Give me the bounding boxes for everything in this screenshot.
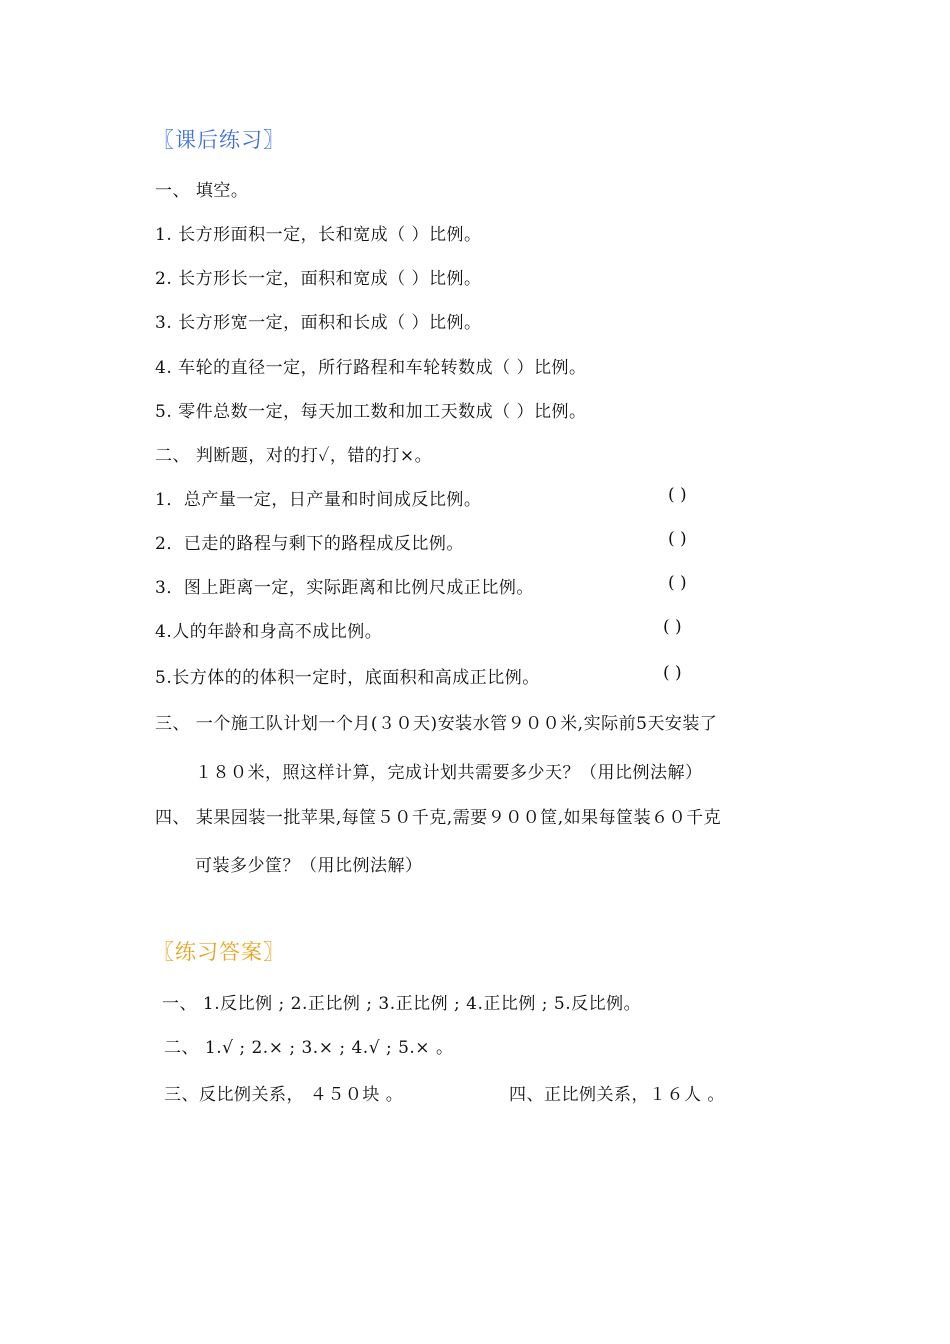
section3-problem-line1: 三、 一个施工队计划一个月(３０天)安装水管９００米,实际前5天安装了 xyxy=(155,714,718,734)
judge-answer-blank-5: ( ) xyxy=(663,663,682,683)
judge-item-4: 4.人的年龄和身高不成比例。 xyxy=(155,622,383,642)
answers-line-1: 一、 1.反比例 ; 2.正比例 ; 3.正比例 ; 4.正比例 ; 5.反比例。 xyxy=(162,994,642,1014)
answers-line-3-part2: 四、正比例关系，１６人 。 xyxy=(509,1085,725,1105)
judge-answer-blank-2: ( ) xyxy=(668,529,687,549)
judge-item-1: 1．总产量一定，日产量和时间成反比例。 xyxy=(155,490,482,510)
fill-item-2: 2. 长方形长一定，面积和宽成（ ）比例。 xyxy=(155,269,482,289)
section3-problem-line2: １８０米，照这样计算，完成计划共需要多少天？（用比例法解） xyxy=(195,763,703,783)
exercise-heading: 〖课后练习〗 xyxy=(153,128,285,152)
answers-heading: 〖练习答案〗 xyxy=(153,940,285,964)
judge-item-3: 3．图上距离一定，实际距离和比例尺成正比例。 xyxy=(155,578,534,598)
section2-title: 二、 判断题，对的打✓，错的打×。 xyxy=(155,446,433,466)
judge-answer-blank-1: ( ) xyxy=(668,485,687,505)
answers-line-3-part1: 三、反比例关系， ４５０块 。 xyxy=(164,1085,404,1105)
judge-item-5: 5.长方体的的体积一定时，底面积和高成正比例。 xyxy=(155,668,540,688)
section4-problem-line2: 可装多少筐？（用比例法解） xyxy=(195,856,423,876)
fill-item-3: 3. 长方形宽一定，面积和长成（ ）比例。 xyxy=(155,313,482,333)
section1-title: 一、 填空。 xyxy=(155,181,249,201)
answers-line-2: 二、 1.√ ; 2.× ; 3.× ; 4.√ ; 5.× 。 xyxy=(164,1038,454,1058)
fill-item-5: 5. 零件总数一定，每天加工数和加工天数成（ ）比例。 xyxy=(155,402,587,422)
fill-item-4: 4. 车轮的直径一定，所行路程和车轮转数成（ ）比例。 xyxy=(155,358,587,378)
fill-item-1: 1. 长方形面积一定，长和宽成（ ）比例。 xyxy=(155,225,482,245)
section4-problem-line1: 四、 某果园装一批苹果,每筐５０千克,需要９００筐,如果每筐装６０千克 xyxy=(155,808,722,828)
judge-item-2: 2．已走的路程与剩下的路程成反比例。 xyxy=(155,534,464,554)
judge-answer-blank-4: ( ) xyxy=(663,617,682,637)
judge-answer-blank-3: ( ) xyxy=(668,573,687,593)
